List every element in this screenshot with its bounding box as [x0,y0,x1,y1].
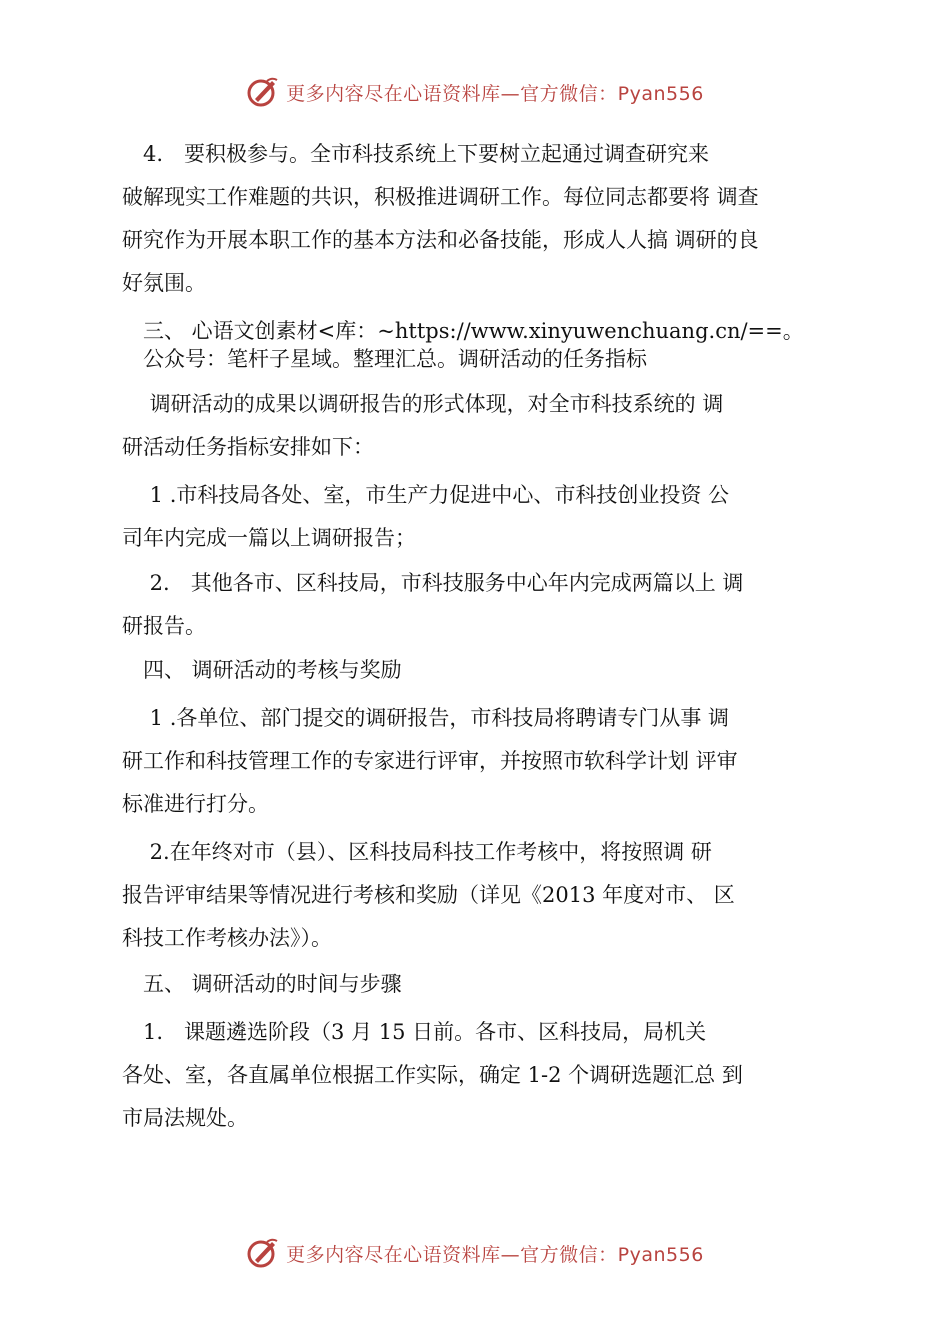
text-line: 市局法规处。 [122,1106,248,1130]
text-line: 研究作为开展本职工作的基本方法和必备技能，形成人人搞 调研的良 [122,228,759,252]
paragraph [122,562,842,648]
paragraph [122,831,842,960]
paragraph [122,1011,842,1140]
text-line: 1 .各单位、部门提交的调研报告，市科技局将聘请专门从事 调 [122,706,730,730]
footer-banner [0,1233,950,1273]
text-line: 各处、室，各直属单位根据工作实际，确定 1-2 个调研选题汇总 到 [122,1063,743,1087]
text-line: 报告评审结果等情况进行考核和奖励（详见《2013 年度对市、 区 [122,883,735,907]
pen-seal-logo-icon [246,75,280,109]
text-line: 1 .市科技局各处、室，市生产力促进中心、市科技创业投资 公 [122,483,730,507]
text-line: 五、 调研活动的时间与步骤 [122,972,402,996]
text-line: 2. 其他各市、区科技局，市科技服务中心年内完成两篇以上 调 [122,571,744,595]
text-line: 好氛围。 [122,271,206,295]
text-line: 研活动任务指标安排如下： [122,435,374,459]
paragraph [122,383,842,469]
paragraph [122,697,842,826]
paragraph [122,474,842,560]
text-line: 2.在年终对市（县）、区科技局科技工作考核中，将按照调 研 [122,840,712,864]
paragraph [122,133,842,305]
section-heading [122,317,842,373]
pen-seal-logo-icon [246,1236,280,1270]
text-line: 研工作和科技管理工作的专家进行评审，并按照市软科学计划 评审 [122,749,738,773]
section-heading [122,649,842,692]
text-line: 1. 课题遴选阶段（3 月 15 日前。各市、区科技局，局机关 [122,1020,707,1044]
text-line: 司年内完成一篇以上调研报告； [122,526,416,550]
text-line: 四、 调研活动的考核与奖励 [122,658,402,682]
text-line: 三、 心语文创素材<库：~https://www.xinyuwenchuang.cn/==。 [122,319,804,343]
text-line: 科技工作考核办法》）。 [122,926,332,950]
header-banner [0,72,950,112]
footer-banner-text: 更多内容尽在心语资料库—官方微信：Pyan556 [286,1243,704,1266]
text-line: 研报告。 [122,614,206,638]
text-line: 调研活动的成果以调研报告的形式体现，对全市科技系统的 调 [122,392,724,416]
section-heading [122,963,842,1006]
text-line: 公众号：笔杆子星域。整理汇总。调研活动的任务指标 [122,347,647,371]
text-line: 标准进行打分。 [122,792,269,816]
header-banner-text: 更多内容尽在心语资料库—官方微信：Pyan556 [286,82,704,105]
text-line: 4. 要积极参与。全市科技系统上下要树立起通过调查研究来 [122,142,710,166]
text-line: 破解现实工作难题的共识，积极推进调研工作。每位同志都要将 调查 [122,185,759,209]
